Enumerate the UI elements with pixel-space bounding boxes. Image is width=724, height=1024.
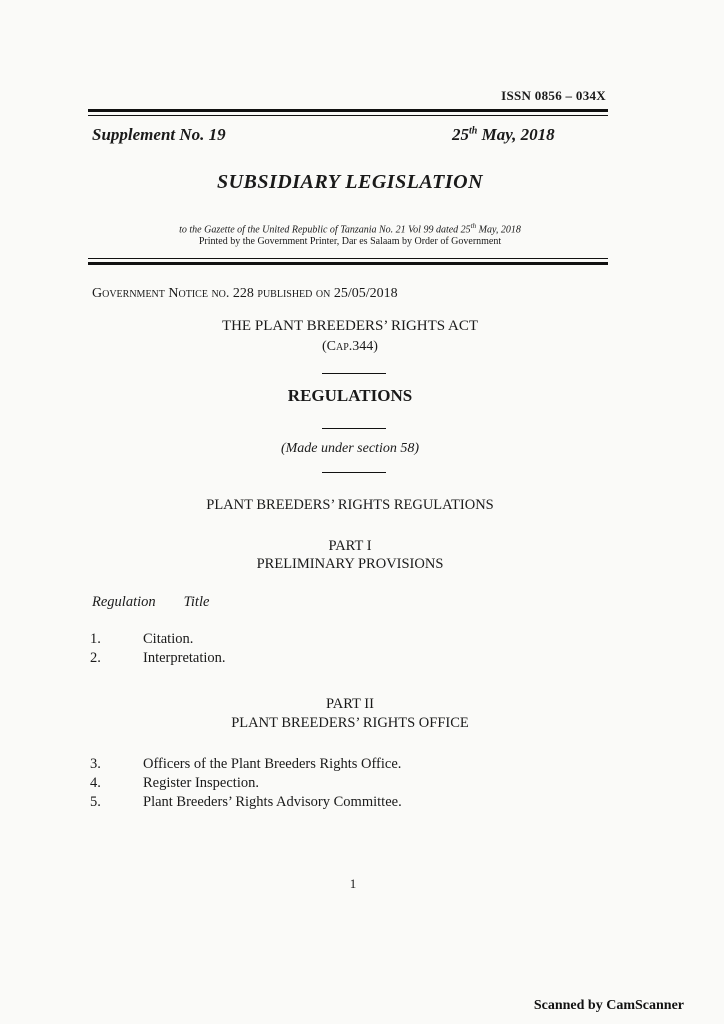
item-title: Citation. bbox=[143, 631, 194, 647]
item-title: Register Inspection. bbox=[143, 775, 259, 791]
divider bbox=[322, 428, 386, 429]
header-rule-top-thin bbox=[88, 115, 608, 116]
item-number: 3. bbox=[90, 756, 101, 772]
page-number: 1 bbox=[349, 876, 357, 891]
regulations-heading: REGULATIONS bbox=[287, 386, 413, 405]
column-title: Title bbox=[183, 594, 210, 610]
item-title: Officers of the Plant Breeders Rights Office. bbox=[143, 756, 402, 772]
header-rule-top bbox=[88, 109, 608, 112]
item-number: 5. bbox=[90, 794, 101, 810]
made-under-section: (Made under section 58) bbox=[280, 441, 420, 456]
act-chapter: (Cap.344) bbox=[322, 339, 378, 354]
item-number: 1. bbox=[90, 631, 101, 647]
scanner-watermark: Scanned by CamScanner bbox=[533, 998, 684, 1013]
issn-number: ISSN 0856 – 034X bbox=[501, 88, 606, 103]
subsidiary-legislation-title: SUBSIDIARY LEGISLATION bbox=[216, 171, 484, 193]
item-number: 4. bbox=[90, 775, 101, 791]
printer-line: Printed by the Government Printer, Dar es Salaam by Order of Government bbox=[198, 236, 502, 247]
government-notice: Government Notice no. 228 published on 25/05/2018 bbox=[92, 286, 398, 301]
part-1-title: PRELIMINARY PROVISIONS bbox=[256, 556, 444, 572]
part-2-title: PLANT BREEDERS’ RIGHTS OFFICE bbox=[231, 715, 469, 731]
regulations-name: PLANT BREEDERS’ RIGHTS REGULATIONS bbox=[206, 497, 494, 513]
supplement-number: Supplement No. 19 bbox=[92, 125, 226, 144]
act-title: THE PLANT BREEDERS’ RIGHTS ACT bbox=[221, 318, 479, 334]
part-2-label: PART II bbox=[326, 696, 374, 712]
column-headers bbox=[92, 594, 209, 611]
item-title: Interpretation. bbox=[143, 650, 226, 666]
column-regulation: Regulation bbox=[92, 594, 156, 610]
divider bbox=[322, 373, 386, 374]
divider bbox=[322, 472, 386, 473]
item-number: 2. bbox=[90, 650, 101, 666]
supplement-date: 25th May, 2018 bbox=[452, 125, 555, 144]
part-1-label: PART I bbox=[328, 538, 372, 554]
header-rule-bottom-thin bbox=[88, 258, 608, 259]
header-rule-bottom bbox=[88, 262, 608, 265]
gazette-reference: to the Gazette of the United Republic of Tanzania No. 21 Vol 99 dated 25th May, 2018 bbox=[179, 222, 521, 236]
item-title: Plant Breeders’ Rights Advisory Committee. bbox=[143, 794, 402, 810]
